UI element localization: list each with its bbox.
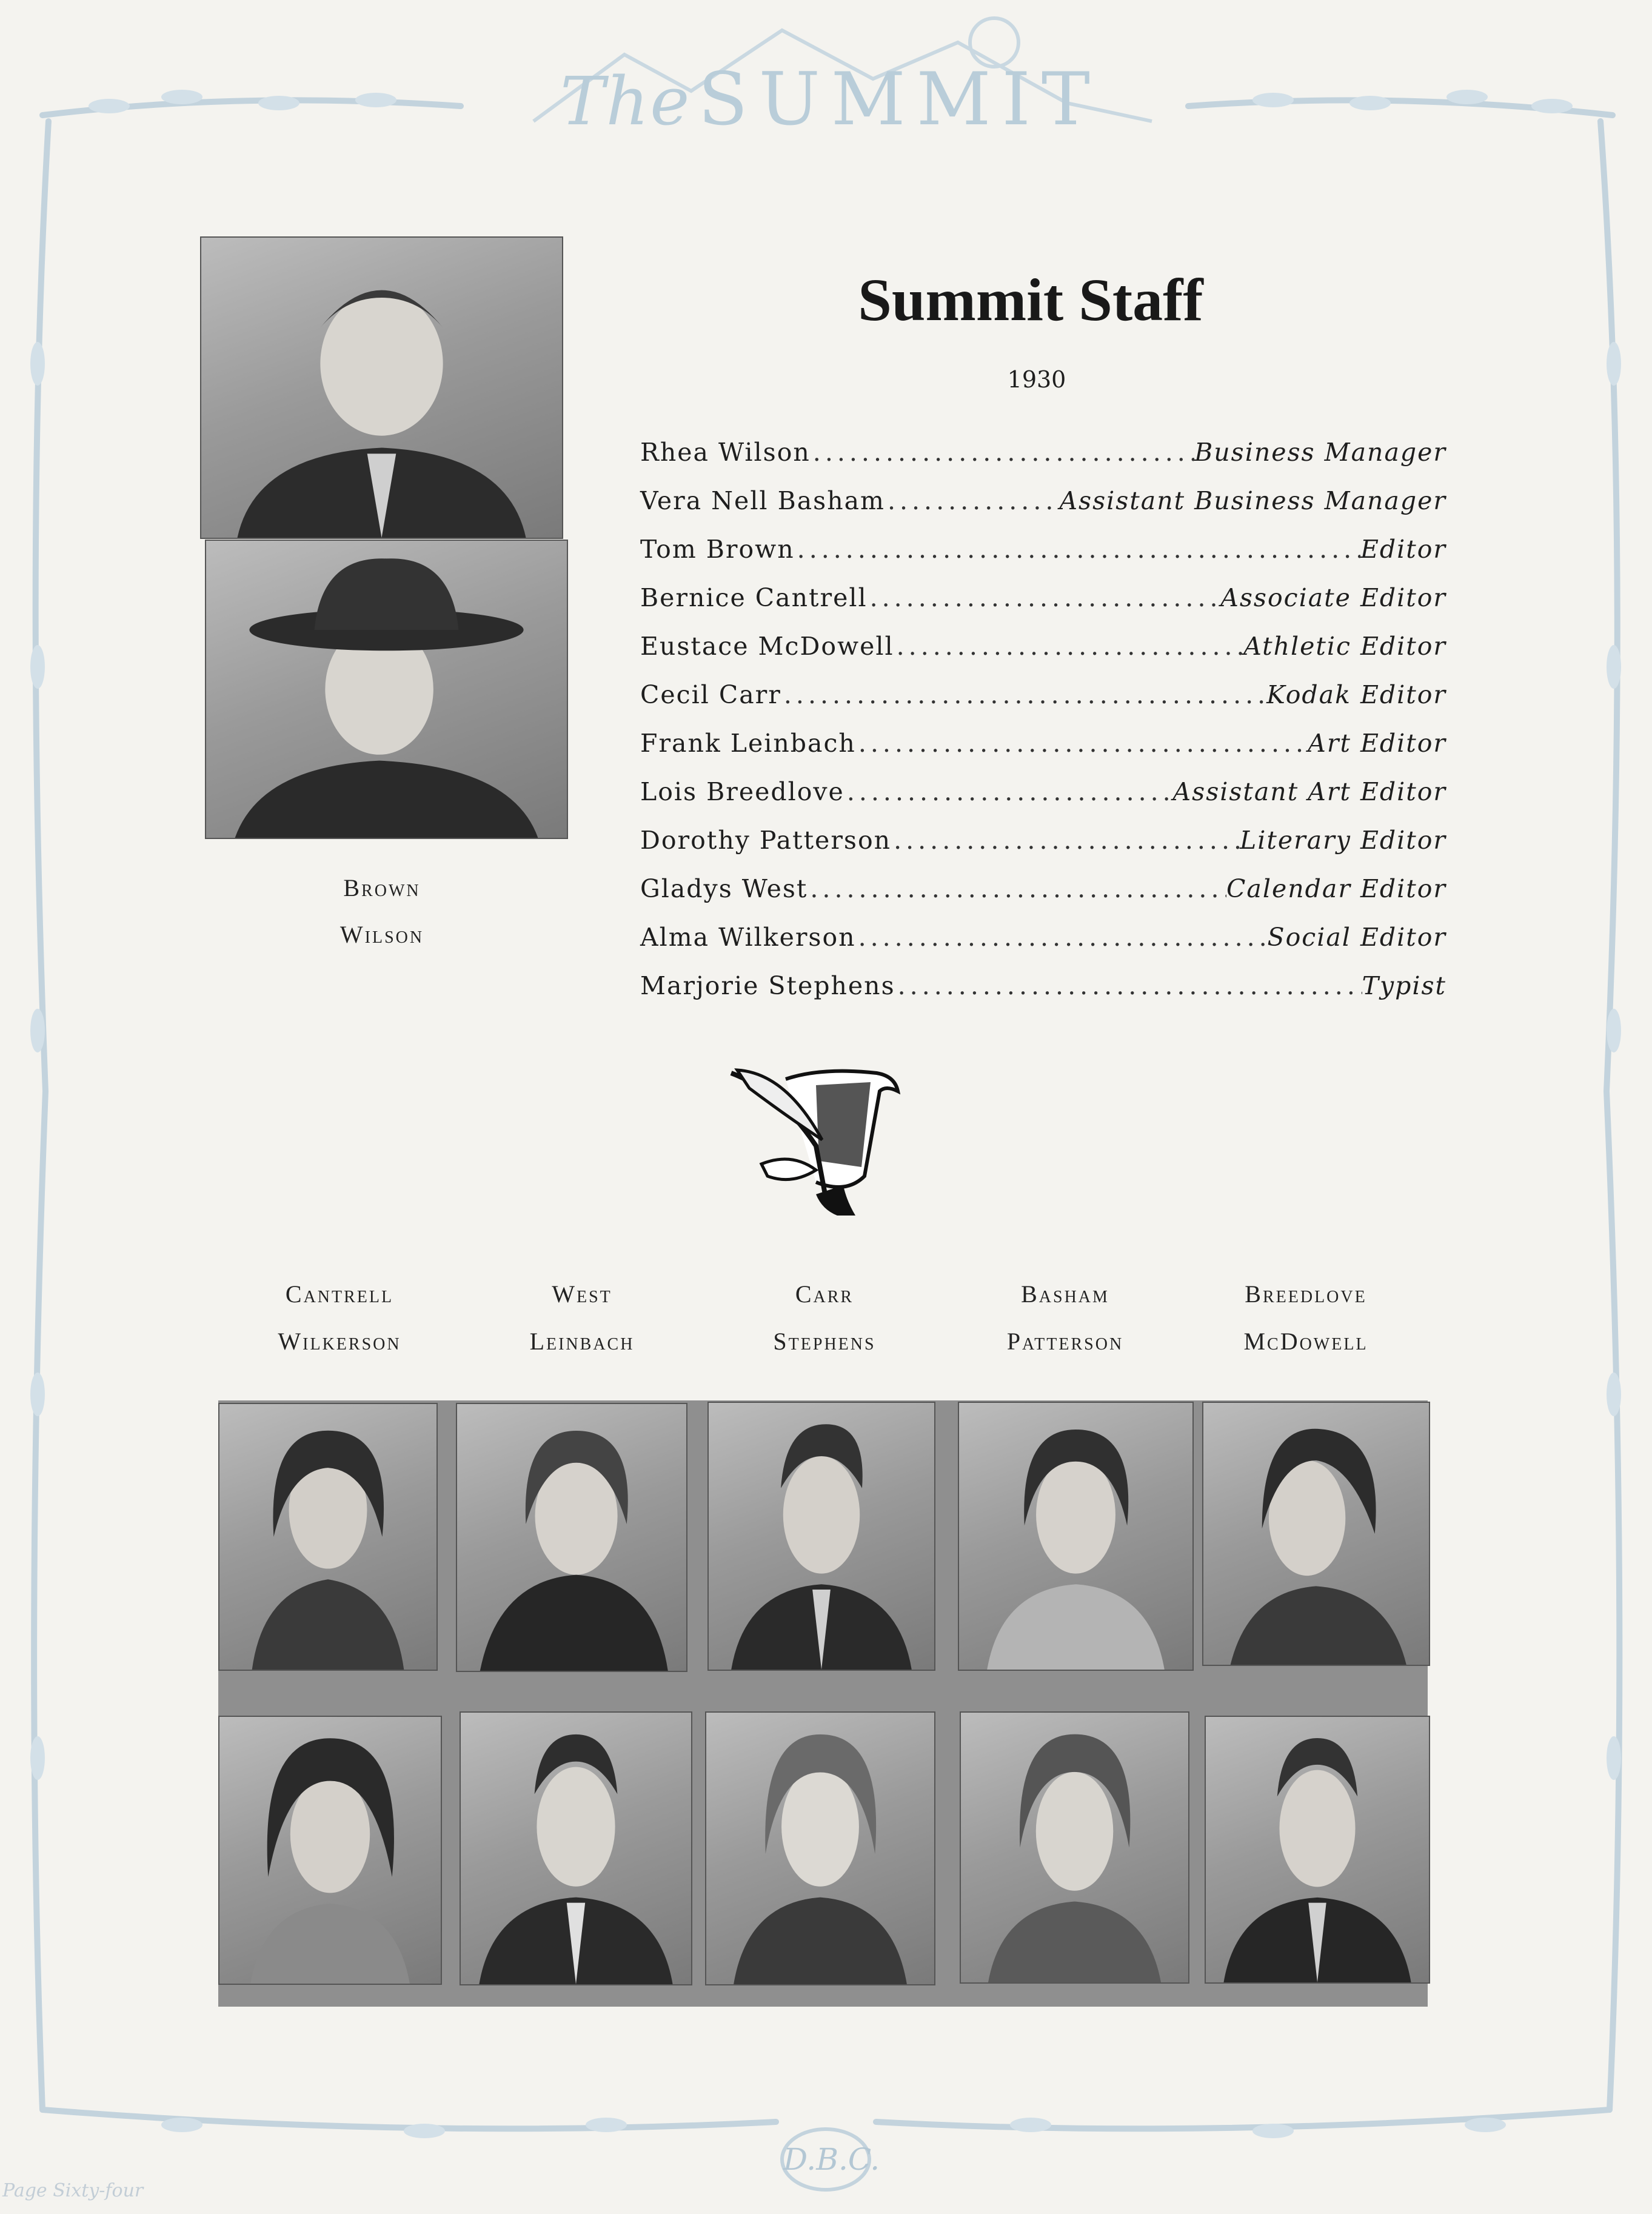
- leader-dots: [811, 428, 1194, 477]
- year: 1930: [1007, 366, 1066, 393]
- caption-wilson: Wilson: [339, 921, 424, 948]
- staff-row: [640, 768, 1446, 816]
- staff-role: Business Manager: [1194, 438, 1446, 467]
- staff-row: [640, 477, 1446, 525]
- staff-name: Frank Leinbach: [640, 729, 856, 758]
- summit-banner: [497, 55, 1164, 145]
- staff-row: [640, 719, 1446, 768]
- staff-row: [640, 671, 1446, 719]
- caption-breedlove: Breedlove: [1245, 1280, 1367, 1308]
- caption-brown: Brown: [343, 874, 421, 901]
- staff-role: Assistant Business Manager: [1059, 486, 1446, 515]
- staff-role: Athletic Editor: [1243, 632, 1446, 661]
- staff-role: Social Editor: [1267, 923, 1446, 952]
- quill-scroll-icon: [725, 1055, 925, 1225]
- portrait-photo-leinbach: [460, 1711, 692, 1985]
- staff-row: [640, 428, 1446, 477]
- staff-list: [640, 428, 1446, 1010]
- staff-row: [640, 865, 1446, 913]
- staff-name: Tom Brown: [640, 535, 795, 564]
- leader-dots: [885, 477, 1060, 525]
- portrait-photo-carr: [707, 1402, 935, 1671]
- caption-stephens: Stephens: [773, 1328, 876, 1355]
- leader-dots: [781, 671, 1266, 719]
- staff-role: Kodak Editor: [1266, 680, 1446, 709]
- banner-the: The: [560, 62, 691, 140]
- portrait-photo-patterson: [960, 1711, 1189, 1984]
- page-number: Page Sixty-four: [2, 2180, 144, 2201]
- portrait-photo-wilkerson: [218, 1716, 442, 1985]
- caption-leinbach: Leinbach: [529, 1328, 635, 1355]
- portrait-photo-stephens: [705, 1711, 935, 1985]
- caption-mcdowell: McDowell: [1243, 1328, 1368, 1355]
- staff-row: [640, 622, 1446, 671]
- caption-west: West: [552, 1280, 612, 1308]
- caption-patterson: Patterson: [1006, 1328, 1124, 1355]
- staff-name: Bernice Cantrell: [640, 583, 868, 612]
- staff-role: Art Editor: [1308, 729, 1446, 758]
- staff-row: [640, 574, 1446, 622]
- leader-dots: [844, 768, 1173, 816]
- caption-wilkerson: Wilkerson: [278, 1328, 401, 1355]
- staff-role: Calendar Editor: [1226, 874, 1446, 903]
- staff-role: Editor: [1360, 535, 1446, 564]
- caption-cantrell: Cantrell: [285, 1280, 394, 1308]
- leader-dots: [868, 574, 1221, 622]
- leader-dots: [894, 622, 1244, 671]
- staff-row: [640, 962, 1446, 1010]
- staff-row: [640, 913, 1446, 962]
- staff-row: [640, 816, 1446, 865]
- staff-name: Cecil Carr: [640, 680, 781, 709]
- leader-dots: [795, 525, 1360, 574]
- staff-role: Assistant Art Editor: [1172, 777, 1446, 806]
- portrait-photo-wilson: [205, 540, 568, 839]
- staff-role: Typist: [1362, 971, 1446, 1000]
- leader-dots: [895, 962, 1362, 1010]
- page-title: Summit Staff: [858, 266, 1203, 333]
- portrait-photo-cantrell: [218, 1403, 438, 1671]
- staff-name: Vera Nell Basham: [640, 486, 885, 515]
- portrait-photo-west: [456, 1403, 687, 1672]
- leader-dots: [856, 719, 1308, 768]
- caption-carr: Carr: [795, 1280, 854, 1308]
- staff-role: Associate Editor: [1220, 583, 1446, 612]
- staff-name: Gladys West: [640, 874, 808, 903]
- staff-name: Lois Breedlove: [640, 777, 844, 806]
- staff-name: Marjorie Stephens: [640, 971, 895, 1000]
- publisher-monogram: D.B.C.: [783, 2142, 880, 2177]
- leader-dots: [891, 816, 1240, 865]
- portrait-photo-mcdowell: [1205, 1716, 1430, 1984]
- portrait-photo-brown: [200, 236, 563, 539]
- staff-name: Alma Wilkerson: [640, 923, 856, 952]
- staff-name: Rhea Wilson: [640, 438, 811, 467]
- leader-dots: [808, 865, 1226, 913]
- portrait-photo-breedlove: [1202, 1402, 1430, 1666]
- staff-name: Dorothy Patterson: [640, 826, 892, 855]
- leader-dots: [856, 913, 1268, 962]
- banner-title: SUMMIT: [698, 58, 1101, 142]
- caption-basham: Basham: [1021, 1280, 1109, 1308]
- portrait-photo-basham: [958, 1402, 1194, 1671]
- staff-row: [640, 525, 1446, 574]
- staff-role: Literary Editor: [1240, 826, 1446, 855]
- staff-name: Eustace McDowell: [640, 632, 894, 661]
